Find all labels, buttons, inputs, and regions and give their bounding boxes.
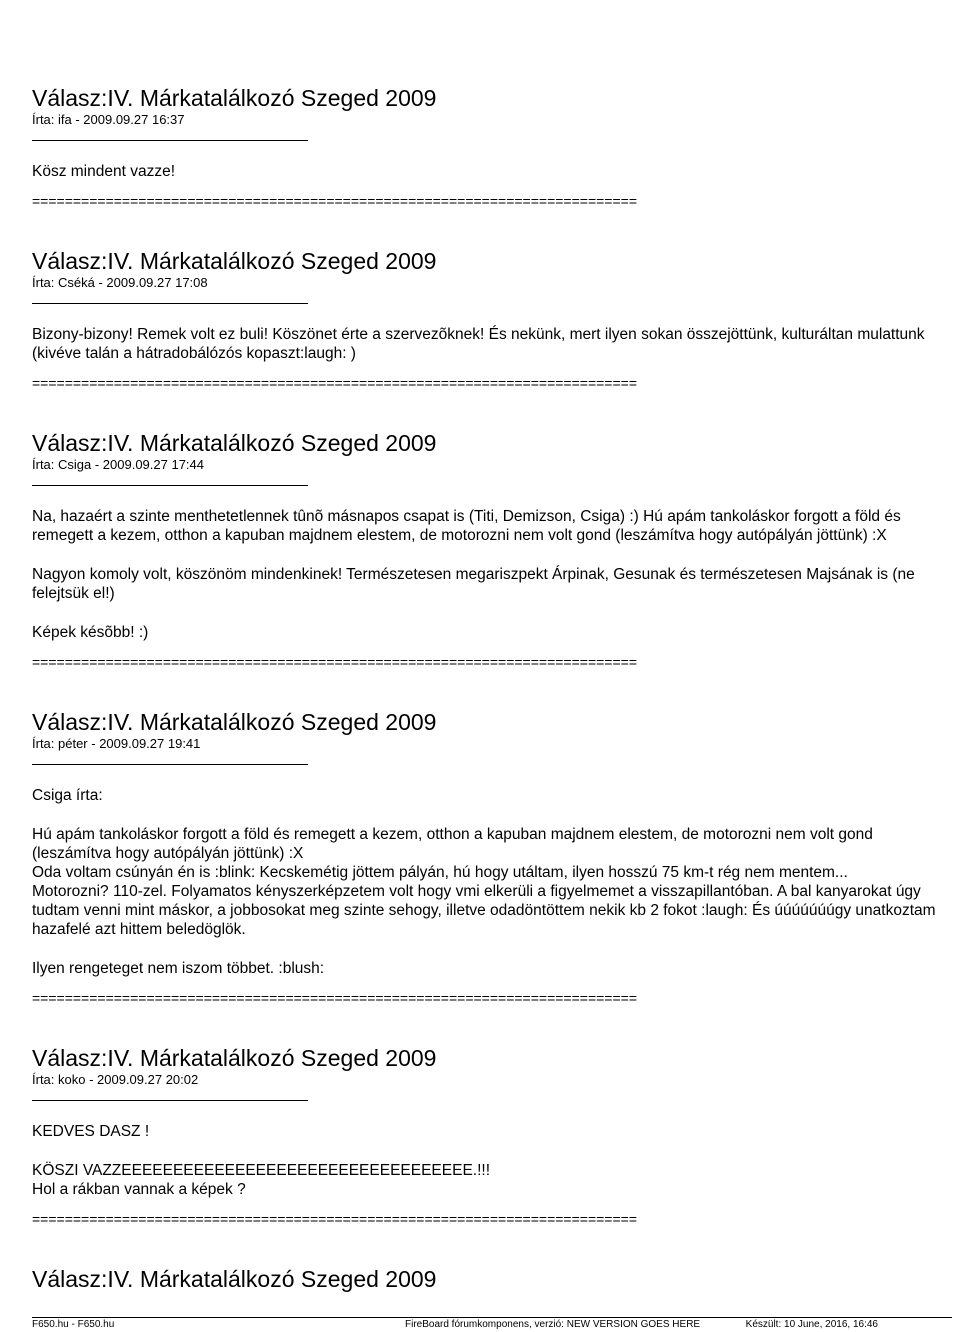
post-body xyxy=(32,786,952,978)
post-paragraph: Na, hazaért a szinte menthetetlennek tûnõ másnapos csapat is (Titi, Demizson, Csiga) :) Hú apám tankoláskor forgott a föld és remegett a kezem, otthon a kapuban majdnem elestem, de motorozni nem volt gond (leszámítva hogy autópályán jöttünk) :X xyxy=(32,508,901,544)
page-footer xyxy=(32,1317,952,1331)
post-divider xyxy=(32,303,308,304)
quote-text: Hú apám tankoláskor forgott a föld és remegett a kezem, otthon a kapuban majdnem elestem, de motorozni nem volt gond (leszámítva hogy autópályán jöttünk) :X xyxy=(32,826,873,862)
post-body xyxy=(32,507,952,642)
post-title: Válasz:IV. Márkatalálkozó Szeged 2009 xyxy=(32,1045,437,1071)
post-paragraph: Oda voltam csúnyán én is :blink: Kecskemétig jöttem pályán, hú hogy utáltam, ilyen hosszú 75 km-t rég nem mentem... xyxy=(32,864,848,881)
post-meta: Írta: Csiga - 2009.09.27 17:44 xyxy=(32,457,205,472)
post-meta: Írta: ifa - 2009.09.27 16:37 xyxy=(32,112,185,127)
post xyxy=(32,708,952,1006)
post-separator: ========================================================================== xyxy=(32,654,638,670)
post-paragraph: Ilyen rengeteget nem iszom többet. :blush: xyxy=(32,960,325,977)
post-meta: Írta: péter - 2009.09.27 19:41 xyxy=(32,736,201,751)
footer-site: F650.hu - F650.hu xyxy=(32,1319,115,1330)
post-paragraph: Képek késõbb! :) xyxy=(32,624,149,641)
footer-timestamp: Készült: 10 June, 2016, 16:46 xyxy=(745,1319,878,1330)
footer-software: FireBoard fórumkomponens, verzió: NEW VERSION GOES HERE xyxy=(405,1319,701,1330)
post xyxy=(32,1044,952,1227)
post-paragraph: Nagyon komoly volt, köszönöm mindenkinek! Természetesen megariszpekt Árpinak, Gesunak és természetesen Majsának is (ne felejtsük el!) xyxy=(32,566,915,602)
post-title: Válasz:IV. Márkatalálkozó Szeged 2009 xyxy=(32,1266,437,1292)
post-body xyxy=(32,325,952,363)
post-divider xyxy=(32,1100,308,1101)
post-separator: ========================================================================== xyxy=(32,1211,638,1227)
post xyxy=(32,84,952,209)
quote-author: Csiga írta: xyxy=(32,787,103,804)
quote-block xyxy=(32,786,952,863)
post-meta: Írta: Cséká - 2009.09.27 17:08 xyxy=(32,275,208,290)
post-divider xyxy=(32,140,308,141)
post-paragraph: Kösz mindent vazze! xyxy=(32,163,176,180)
post-paragraph: KEDVES DASZ ! xyxy=(32,1123,150,1140)
post-title: Válasz:IV. Márkatalálkozó Szeged 2009 xyxy=(32,709,437,735)
post-meta: Írta: koko - 2009.09.27 20:02 xyxy=(32,1072,199,1087)
post-separator: ========================================================================== xyxy=(32,193,638,209)
post-body xyxy=(32,1122,952,1199)
post-paragraph: Hol a rákban vannak a képek ? xyxy=(32,1181,246,1198)
post-title: Válasz:IV. Márkatalálkozó Szeged 2009 xyxy=(32,248,437,274)
post-separator: ========================================================================== xyxy=(32,375,638,391)
post-paragraph: KÖSZI VAZZEEEEEEEEEEEEEEEEEEEEEEEEEEEEEEEEEE.!!! xyxy=(32,1162,491,1179)
post xyxy=(32,247,952,391)
post-paragraph: Motorozni? 110-zel. Folyamatos kényszerképzetem volt hogy vmi elkerüli a figyelmemet a visszapillantóban. A bal kanyarokat úgy tudtam venni mint máskor, a jobbosokat meg szinte sehogy, illetve odadöntöttem nekik kb 2 fokot :laugh: És úúúúúúúgy unatkoztam hazafelé azt hittem beledöglök. xyxy=(32,883,936,938)
post-divider xyxy=(32,485,308,486)
post xyxy=(32,429,952,670)
post-separator: ========================================================================== xyxy=(32,990,638,1006)
post-list xyxy=(32,84,952,1293)
post-title: Válasz:IV. Márkatalálkozó Szeged 2009 xyxy=(32,85,437,111)
post-paragraph: Bizony-bizony! Remek volt ez buli! Köszönet érte a szervezõknek! És nekünk, mert ilyen sokan összejöttünk, kulturáltan mulattunk (kivéve talán a hátradobálózós kopaszt:laugh: ) xyxy=(32,326,925,362)
post-divider xyxy=(32,764,308,765)
post-body xyxy=(32,162,952,181)
post-title: Válasz:IV. Márkatalálkozó Szeged 2009 xyxy=(32,430,437,456)
post xyxy=(32,1265,952,1293)
